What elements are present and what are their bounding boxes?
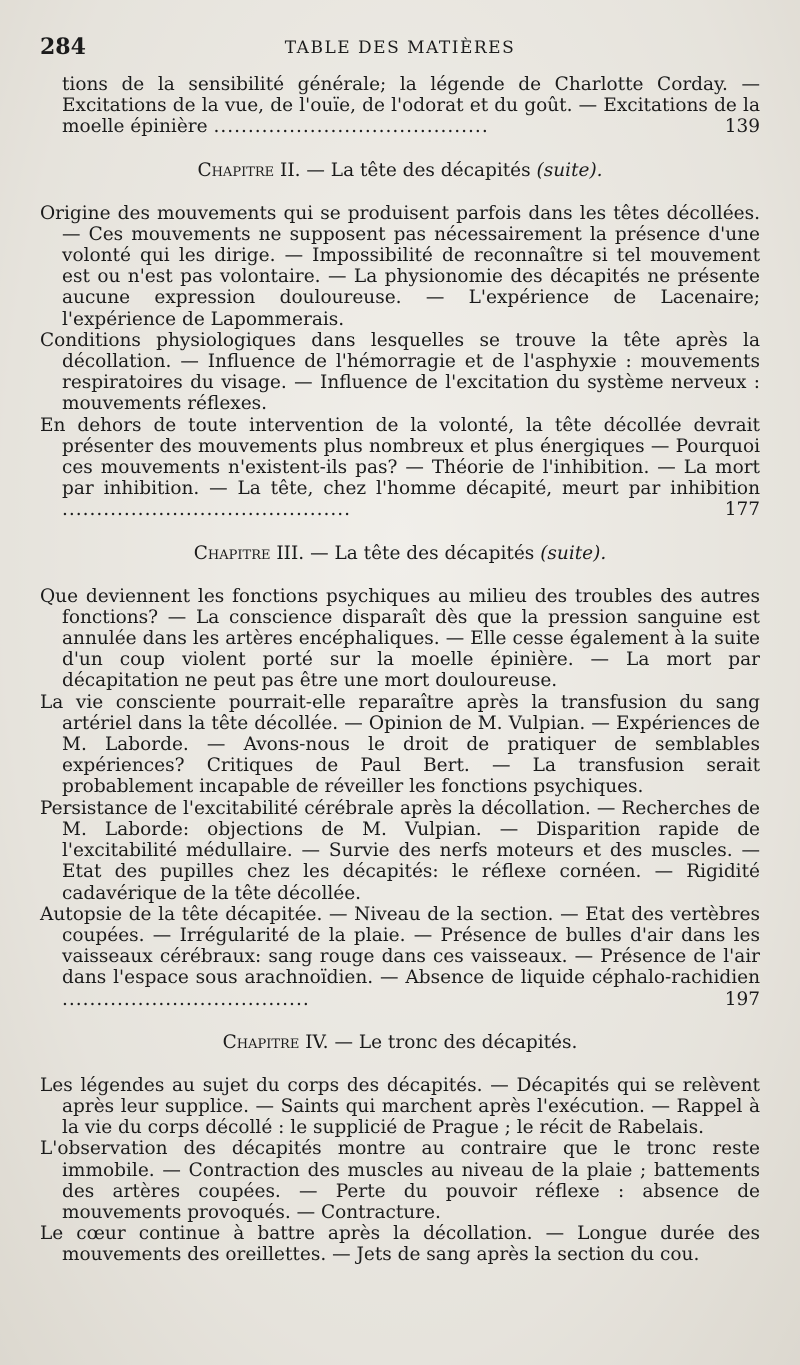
entry-text: tions de la sensibilité générale; la légende de Charlotte Corday. — Excitations de la vue, de l'ouïe, de l'odorat et du goût. — Excitations de la moelle épinière — [62, 74, 760, 138]
running-head — [40, 34, 760, 74]
chapter-title: — La tête des décapités — [306, 159, 531, 181]
chapter-section — [40, 160, 760, 521]
entry-text: L'observation des décapités montre au contraire que le tronc reste immobile. — Contraction des muscles au niveau de la plaie ; battements des artères coupées. — Perte du pouvoir réflexe : absence de mouvements provoqués. — Contracture. — [40, 1138, 760, 1223]
entry-text: En dehors de toute intervention de la volonté, la tête décollée devrait présenter des mouvements plus nombreux et plus énergiques — Pourquoi ces mouvements n'existent-ils pas? — Théorie de l'inhibition. — La mort par inhibition. — La tête, chez l'homme décapité, meurt par inhibition — [40, 414, 760, 500]
chapter-heading — [40, 160, 760, 181]
toc-entry-continuation — [40, 74, 760, 138]
toc-entry — [40, 1138, 760, 1223]
toc-entry — [40, 586, 760, 692]
chapter-label: Chapitre IV. — [222, 1031, 329, 1053]
entry-page-number: 177 — [724, 499, 760, 521]
chapter-title: — Le tronc des décapités. — [334, 1031, 578, 1053]
entry-text: Conditions physiologiques dans lesquelles se trouve la tête après la décollation. — Influence de l'hémorragie et de l'asphyxie : mouvements respiratoires du visage. — Influence de l'excitation du système nerveux : mouvements réflexes. — [40, 329, 760, 415]
page-number: 284 — [40, 34, 86, 60]
entry-text: La vie consciente pourrait-elle reparaître après la transfusion du sang artériel dans la tête décollée. — Opinion de M. Vulpian. — Expériences de M. Laborde. — Avons-nous le droit de pratiquer de semblables expériences? Critiques de Paul Bert. — La transfusion serait probablement incapable de réveiller les fonctions psychiques. — [40, 691, 760, 798]
entry-text: Le cœur continue à battre après la décollation. — Longue durée des mouvements des oreillettes. — Jets de sang après la section du cou. — [40, 1223, 760, 1266]
chapter-label: Chapitre III. — [193, 542, 305, 564]
toc-entry — [40, 1223, 760, 1265]
entry-text: Autopsie de la tête décapitée. — Niveau de la section. — Etat des vertèbres coupées. — Irrégularité de la plaie. — Présence de bulles d'air dans les vaisseaux cérébraux: sang rouge dans ces vaisseaux. — Présence de l'air dans l'espace sous arachnoïdien. — Absence de liquide céphalo-rachidien — [40, 903, 760, 989]
chapter-section — [40, 543, 760, 1010]
chapter-heading — [40, 543, 760, 564]
entry-page-number: 139 — [724, 116, 760, 138]
toc-entry — [40, 415, 760, 521]
chapter-suffix: (suite). — [540, 542, 607, 564]
chapter-suffix: (suite). — [536, 159, 603, 181]
running-title: TABLE DES MATIÈRES — [284, 38, 516, 58]
entry-text: Les légendes au sujet du corps des décapités. — Décapités qui se relèvent après leur supplice. — Saints qui marchent après l'exécution. — Rappel à la vie du corps décollé : le supplicié de Prague ; le récit de Rabelais. — [40, 1074, 760, 1139]
entry-text: Persistance de l'excitabilité cérébrale après la décollation. — Recherches de M. Laborde: objections de M. Vulpian. — Disparition rapide de l'excitabilité médullaire. — Survie des nerfs moteurs et des muscles. — Etat des pupilles chez les décapités: le réflexe cornéen. — Rigidité cadavérique de la tête décollée. — [40, 797, 760, 904]
toc-entry — [40, 798, 760, 904]
leader-dots: .................................... — [62, 988, 310, 1010]
toc-entry — [40, 1075, 760, 1139]
entry-text: Origine des mouvements qui se produisent parfois dans les têtes décollées. — Ces mouvements ne supposent pas nécessairement la présence d'une volonté qui les dirige. — Impossibilité de reconnaître si tel mouvement est ou n'est pas volontaire. — La physionomie des décapités ne présente aucune expression douloureuse. — L'expérience de Lacenaire; l'expérience de Lapommerais. — [40, 202, 760, 330]
toc-entry — [40, 330, 760, 415]
chapter-title: — La tête des décapités — [310, 542, 535, 564]
entry-page-number: 197 — [724, 988, 760, 1010]
entry-text: Que deviennent les fonctions psychiques au milieu des troubles des autres fonctions? — La conscience disparaît dès que la pression sanguine est annulée dans les artères encéphaliques. — Elle cesse également à la suite d'un coup violent porté sur la moelle épinière. — La mort par décapitation ne peut pas être une mort douloureuse. — [40, 585, 760, 692]
chapter-heading — [40, 1032, 760, 1053]
toc-entry — [40, 904, 760, 1010]
chapter-section — [40, 1032, 760, 1266]
leader-dots: .......................................... — [62, 499, 351, 521]
toc-entry — [40, 692, 760, 798]
chapter-label: Chapitre II. — [197, 159, 301, 181]
toc-entry — [40, 203, 760, 330]
leader-dots: ........................................ — [213, 116, 489, 138]
